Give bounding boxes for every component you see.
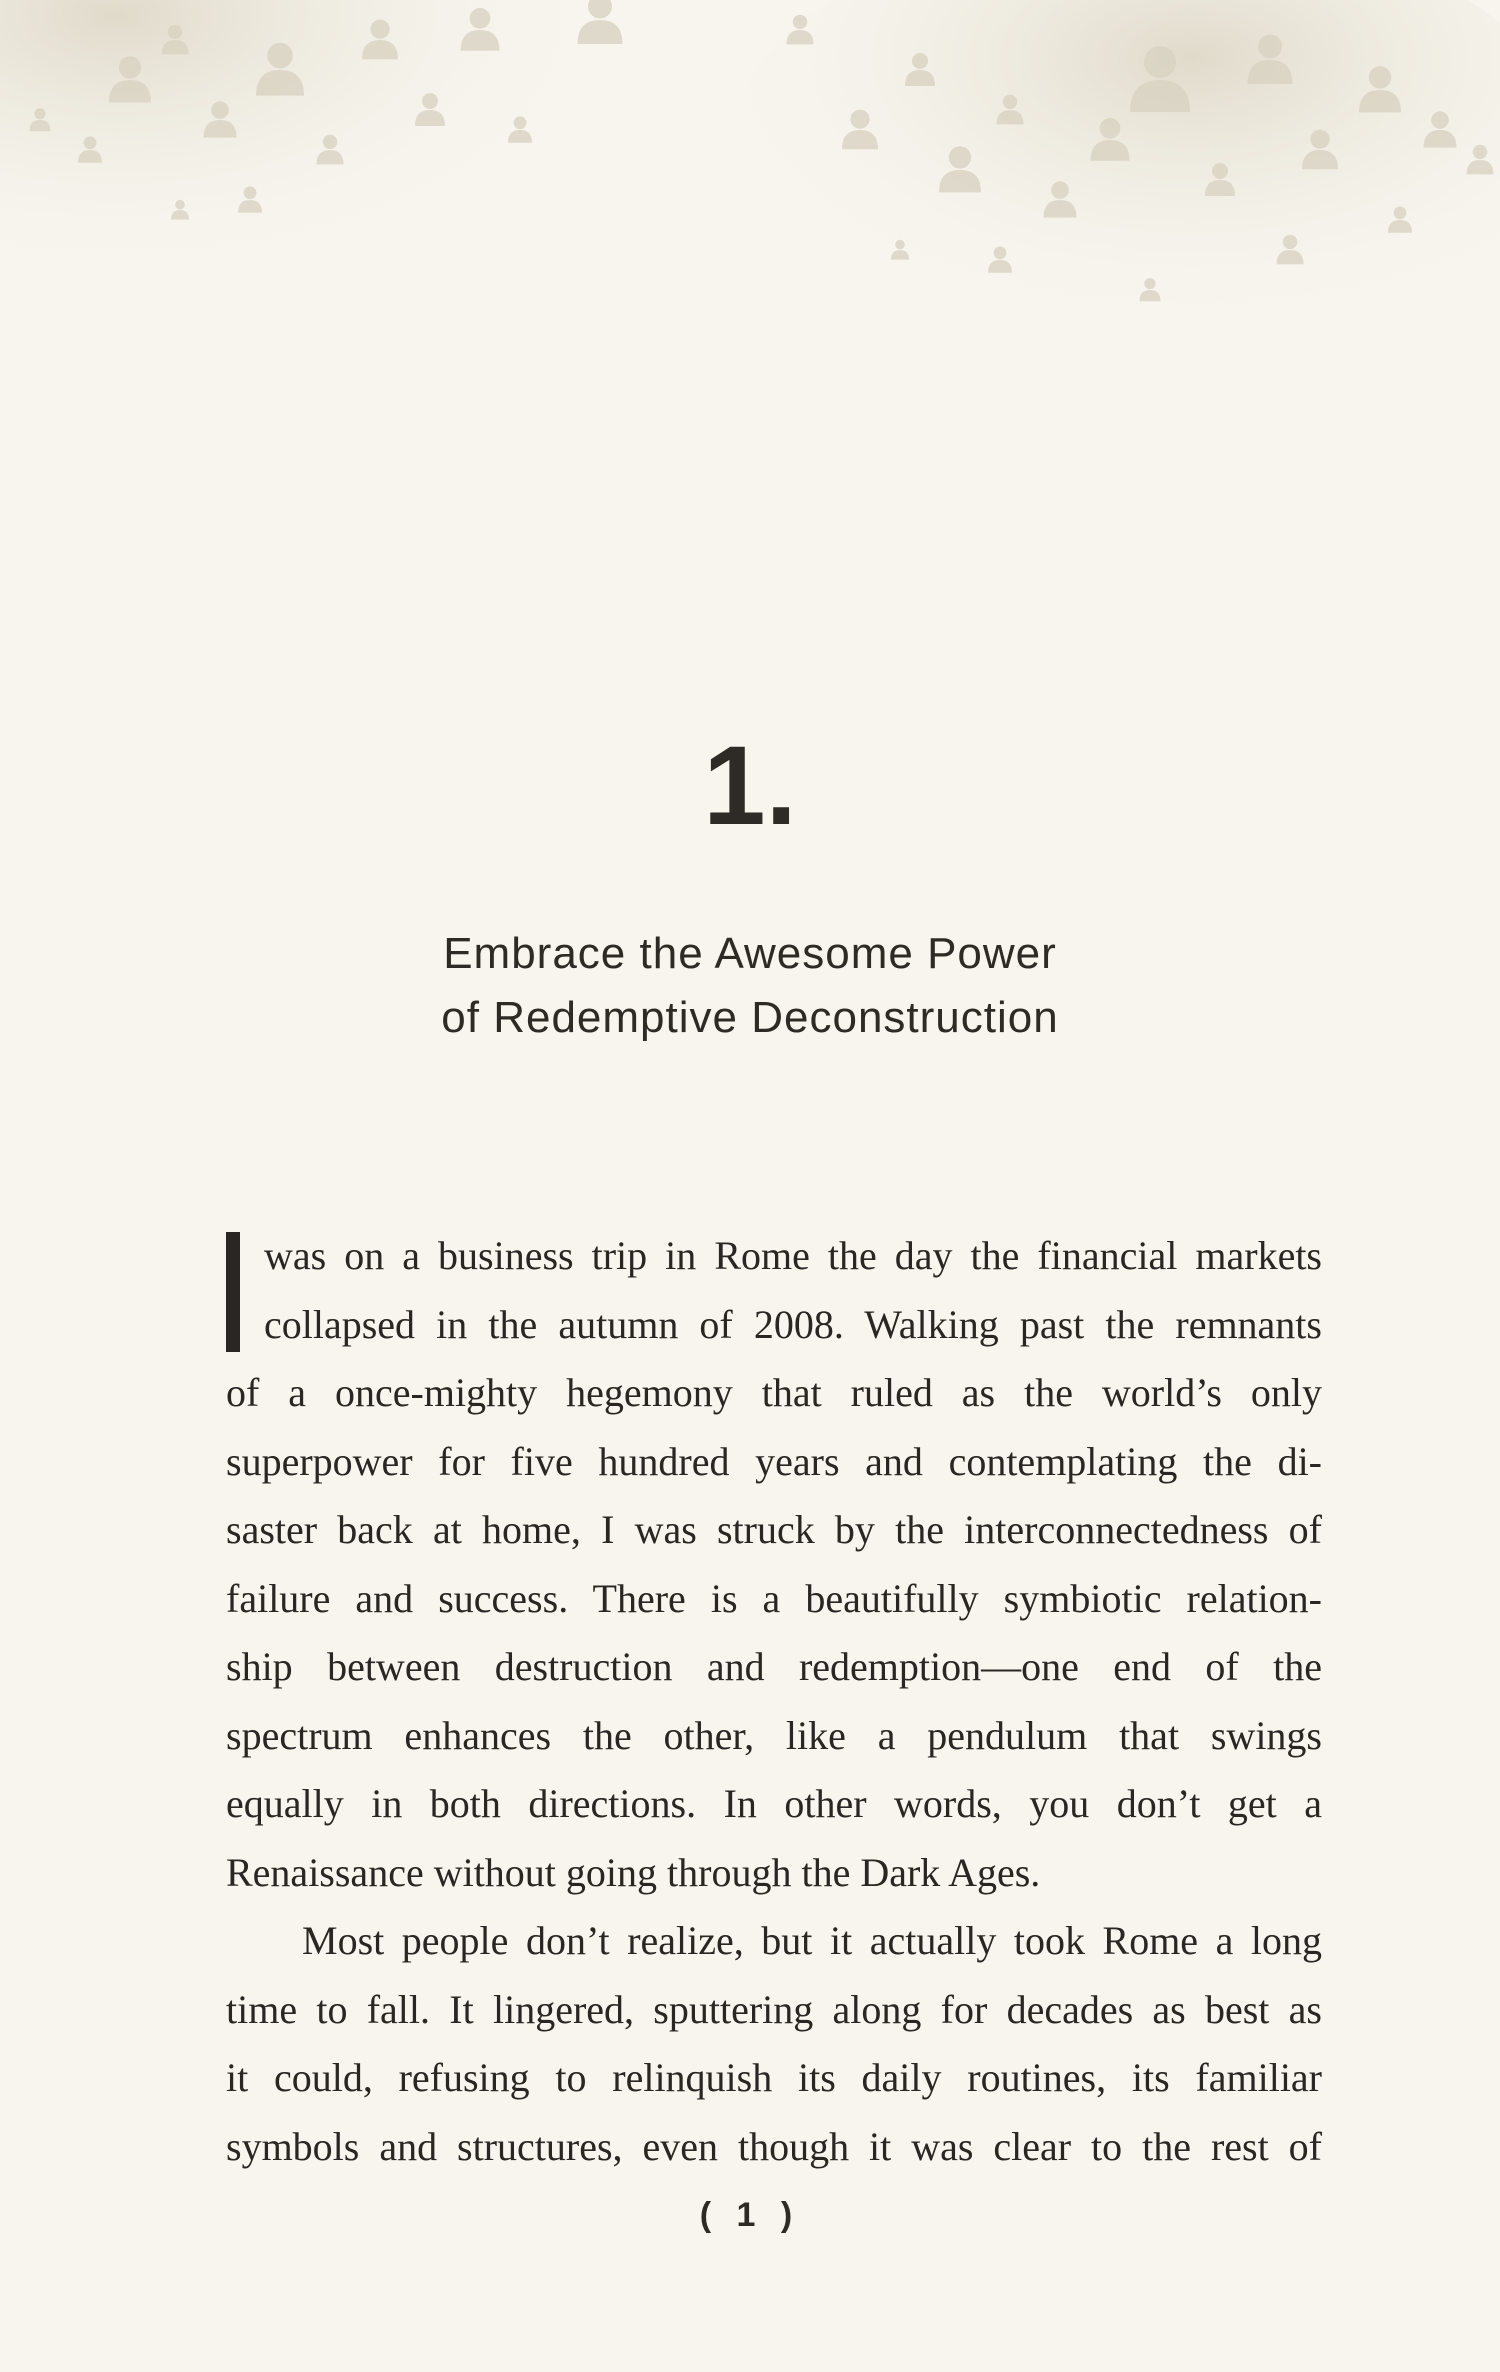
chapter-title-line: Embrace the Awesome Power (443, 929, 1057, 978)
body-text (226, 1222, 1322, 2181)
chapter-title-line: of Redemptive Deconstruction (441, 993, 1059, 1042)
text-line: was on a business trip in Rome the day the financial markets (264, 1233, 1322, 1278)
text-line: saster back at home, I was struck by the interconnectedness of (226, 1507, 1322, 1552)
text-line: Renaissance without going through the Dark Ages. (226, 1849, 1041, 1895)
text-line: time to fall. It lingered, sputtering along for decades as best as (226, 1986, 1322, 2032)
page-number: ( 1 ) (699, 2196, 801, 2234)
chapter-title (0, 922, 1500, 1050)
text-line: failure and success. There is a beautifully symbiotic relation- (226, 1575, 1322, 1621)
text-line: equally in both directions. In other words, you don’t get a (226, 1781, 1322, 1826)
text-line: it could, refusing to relinquish its daily routines, its familiar (226, 2055, 1322, 2100)
text-line: superpower for five hundred years and contemplating the di- (226, 1438, 1322, 1484)
text-line: collapsed in the autumn of 2008. Walking past the remnants (264, 1301, 1322, 1347)
text-line: ship between destruction and redemption—one end of the (226, 1644, 1322, 1689)
text-line: Most people don’t realize, but it actually took Rome a long (302, 1918, 1322, 1963)
text-line: spectrum enhances the other, like a pendulum that swings (226, 1712, 1322, 1758)
text-line: symbols and structures, even though it was clear to the rest of (226, 2123, 1322, 2169)
chapter-number: 1. (703, 723, 797, 848)
people-silhouettes-icon (0, 0, 1500, 440)
text-line: of a once-mighty hegemony that ruled as the world’s only (226, 1370, 1322, 1415)
